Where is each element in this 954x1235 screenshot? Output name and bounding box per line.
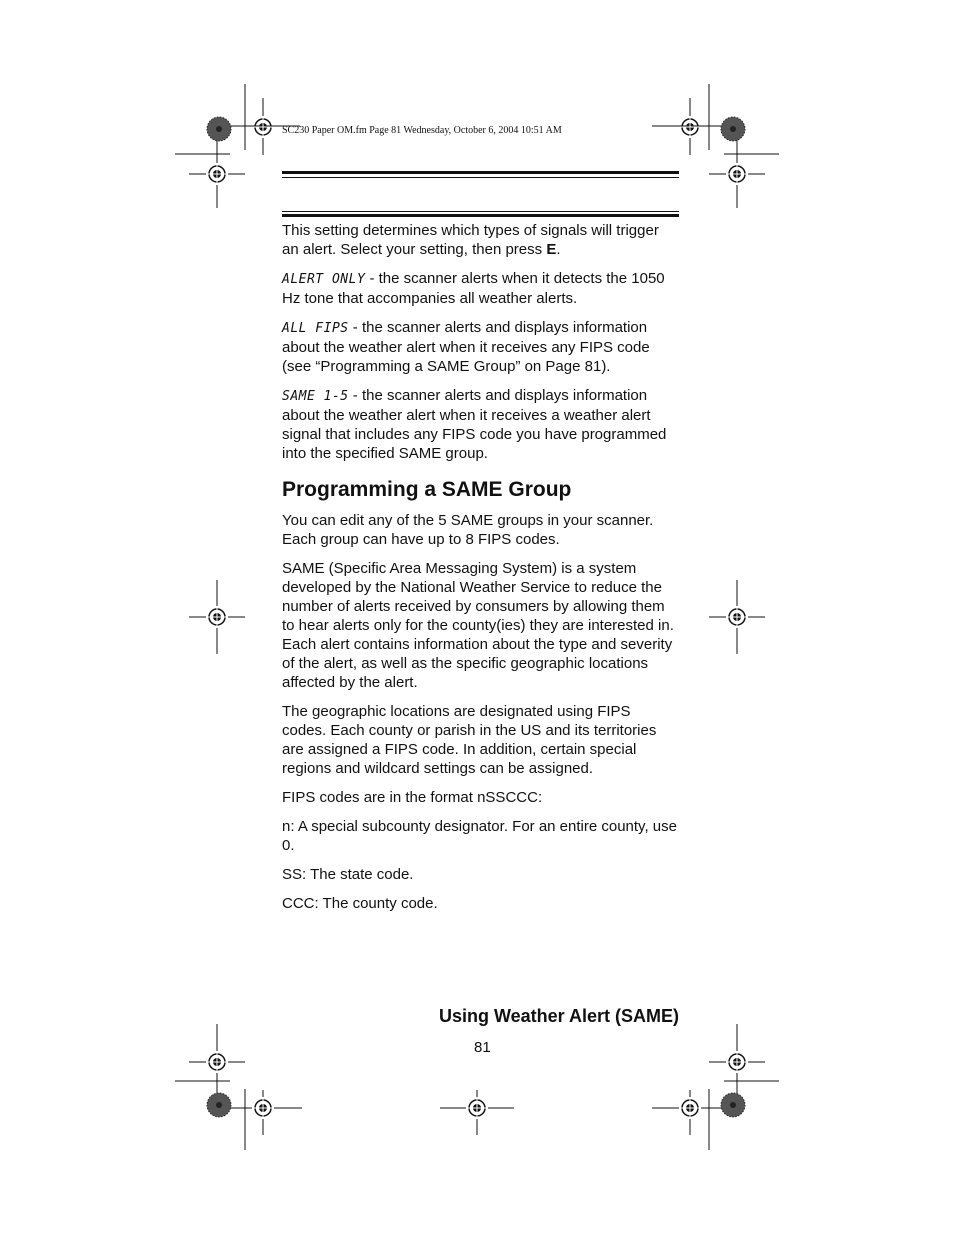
header-rule-thin — [282, 177, 679, 178]
registration-target-icon — [252, 116, 274, 138]
body-paragraph: SS: The state code. — [282, 866, 414, 883]
body-paragraph: SAME (Specific Area Messaging System) is a system developed by the National Weather Service to reduce the number of alerts received by consumers by allowing them to hear alerts only for the county(ies) they are interested in. Each alert contains information about the type and severity of the alert, as well as the specific geographic locations affected by the alert. — [282, 560, 674, 691]
body-paragraph: The geographic locations are designated using FIPS codes. Each county or parish in the US and its territories are assigned a FIPS code. In addition, certain special regions and wildcard settings can be assigned. — [282, 703, 657, 777]
starburst-mark-icon — [206, 1092, 232, 1118]
lcd-label: ALERT ONLY — [282, 272, 366, 287]
lcd-label: ALL FIPS — [282, 321, 349, 336]
option-alert-only: ALERT ONLY - the scanner alerts when it detects the 1050 Hz tone that accompanies all weather alerts. — [282, 270, 665, 307]
registration-target-icon — [726, 163, 748, 185]
header-rule-thick — [282, 171, 679, 174]
footer-section-title: Using Weather Alert (SAME) — [438, 1006, 679, 1026]
registration-target-icon — [726, 1051, 748, 1073]
section-rule-thin — [282, 211, 679, 212]
registration-target-icon — [679, 116, 701, 138]
registration-target-icon — [466, 1097, 488, 1119]
registration-target-icon — [206, 163, 228, 185]
starburst-mark-icon — [720, 1092, 746, 1118]
body-paragraph: You can edit any of the 5 SAME groups in your scanner. Each group can have up to 8 FIPS codes. — [282, 512, 654, 548]
section-rule-thick — [282, 214, 679, 217]
registration-target-icon — [206, 606, 228, 628]
key-e: E — [546, 241, 557, 258]
starburst-mark-icon — [206, 116, 232, 142]
registration-target-icon — [726, 606, 748, 628]
section-heading: Programming a SAME Group — [282, 478, 572, 501]
page-body — [282, 221, 678, 923]
starburst-mark-icon — [720, 116, 746, 142]
print-slug: SC230 Paper OM.fm Page 81 Wednesday, October 6, 2004 10:51 AM — [282, 125, 562, 136]
option-all-fips: ALL FIPS - the scanner alerts and displays information about the weather alert when it receives any FIPS code (see “Programming a SAME Group” on Page 81). — [282, 319, 650, 375]
body-paragraph: CCC: The county code. — [282, 895, 438, 912]
page-number: 81 — [474, 1039, 491, 1056]
intro-paragraph: This setting determines which types of signals will trigger an alert. Select your setting, then press E. — [282, 222, 659, 258]
body-paragraph: n: A special subcounty designator. For an entire county, use 0. — [282, 818, 677, 854]
option-same-1-5: SAME 1-5 - the scanner alerts and displays information about the weather alert when it receives a weather alert signal that includes any FIPS code you have programmed into the specified SAME group. — [282, 387, 667, 462]
body-paragraph: FIPS codes are in the format nSSCCC: — [282, 789, 543, 806]
lcd-label: SAME 1-5 — [282, 389, 349, 404]
registration-target-icon — [206, 1051, 228, 1073]
registration-target-icon — [252, 1097, 274, 1119]
registration-target-icon — [679, 1097, 701, 1119]
